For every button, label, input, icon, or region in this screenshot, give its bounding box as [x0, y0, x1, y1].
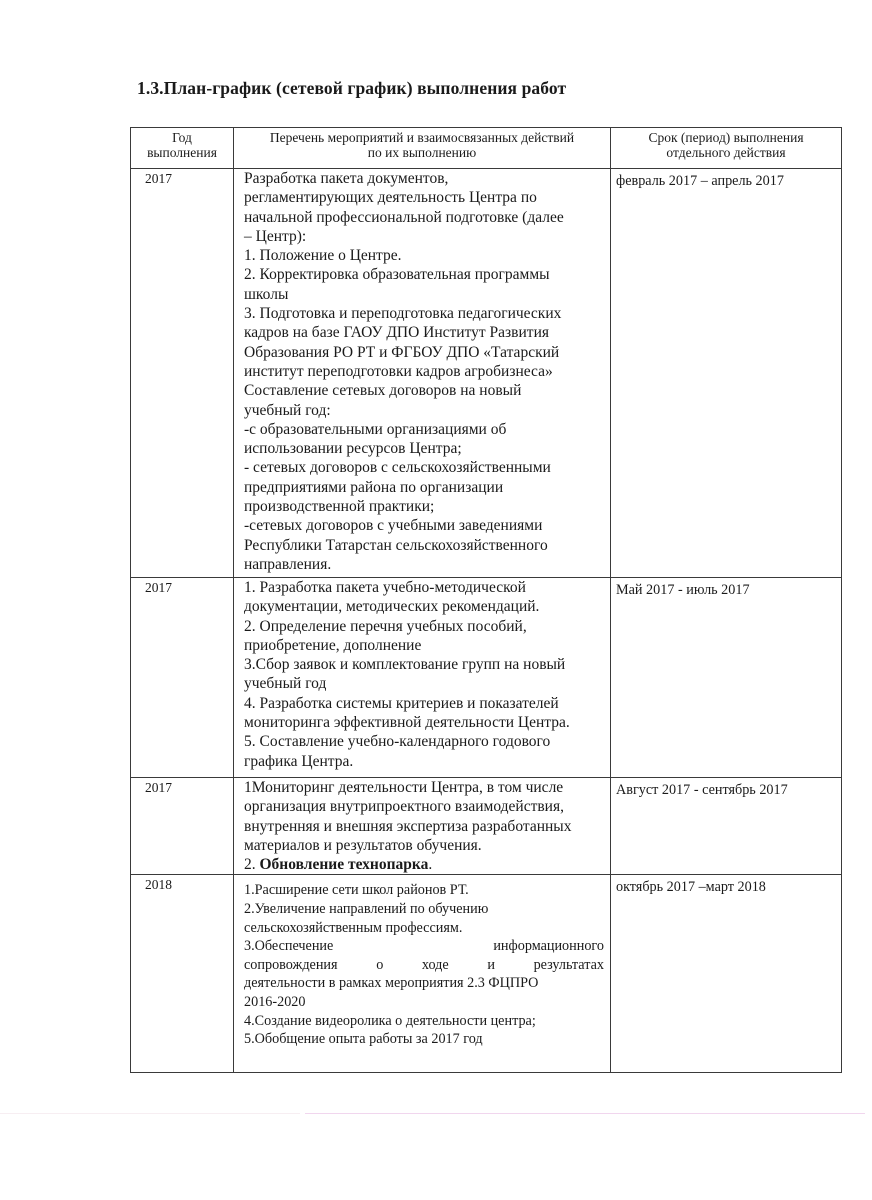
footer-divider [305, 1113, 865, 1114]
row-year: 2018 [131, 875, 234, 1073]
row-year: 2017 [131, 578, 234, 778]
plan-schedule-table [130, 127, 842, 1073]
row-actions: Разработка пакета документов, регламентирующих деятельность Центра по начальной профессиональной подготовке (далее – Центр): 1. Положение о Центре. 2. Корректировка образовательная программы школы 3. Подготовка и переподготовка педагогических кадров на базе ГАОУ ДПО Институт Развития Образования РО РТ и ФГБОУ ДПО «Татарский институт переподготовки кадров агробизнеса» Составление сетевых договоров на новый учебный год: -с образовательными организациями об использовании ресурсов Центра; - сетевых договоров с сельскохозяйственными предприятиями района по организации производственной практики; -сетевых договоров с учебными заведениями Республики Татарстан сельскохозяйственного направления. [234, 169, 611, 578]
row-actions: 1Мониторинг деятельности Центра, в том числе организация внутрипроектного взаимодействия, внутренняя и внешняя экспертиза разработанных материалов и результатов обучения. 2. Обновление технопарка. [234, 778, 611, 875]
table-row [131, 875, 842, 1073]
row-year: 2017 [131, 778, 234, 875]
table-row [131, 778, 842, 875]
row-term: октябрь 2017 –март 2018 [611, 875, 842, 1073]
table-header-row [131, 128, 842, 169]
justified-line: 3.Обеспечение информационного [244, 938, 604, 955]
row-term: Май 2017 - июль 2017 [611, 578, 842, 778]
row-actions: 1.Расширение сети школ районов РТ. 2.Увеличение направлений по обучению сельскохозяйственным профессиям. 3.Обеспечение информационного сопровождения о ходе и результатах деятельности в рамках мероприятия 2.3 ФЦПРО 2016-2020 4.Создание видеоролика о деятельности центра; 5.Обобщение опыта работы за 2017 год [234, 875, 611, 1073]
row-term: февраль 2017 – апрель 2017 [611, 169, 842, 578]
header-year: Год выполнения [131, 128, 234, 169]
header-actions: Перечень мероприятий и взаимосвязанных действий по их выполнению [234, 128, 611, 169]
footer-divider [0, 1113, 300, 1114]
page-title: 1.3.План-график (сетевой график) выполнения работ [137, 78, 567, 98]
row-year: 2017 [131, 169, 234, 578]
row-term: Август 2017 - сентябрь 2017 [611, 778, 842, 875]
table-row [131, 578, 842, 778]
row-actions: 1. Разработка пакета учебно-методической документации, методических рекомендаций. 2. Определение перечня учебных пособий, приобретение, дополнение 3.Сбор заявок и комплектование групп на новый учебный год 4. Разработка системы критериев и показателей мониторинга эффективной деятельности Центра. 5. Составление учебно-календарного годового графика Центра. [234, 578, 611, 778]
header-term: Срок (период) выполнения отдельного действия [611, 128, 842, 169]
bold-action-line: 2. Обновление технопарка. [244, 856, 433, 874]
table-row [131, 169, 842, 578]
justified-line: сопровождения о ходе и результатах [244, 956, 604, 973]
